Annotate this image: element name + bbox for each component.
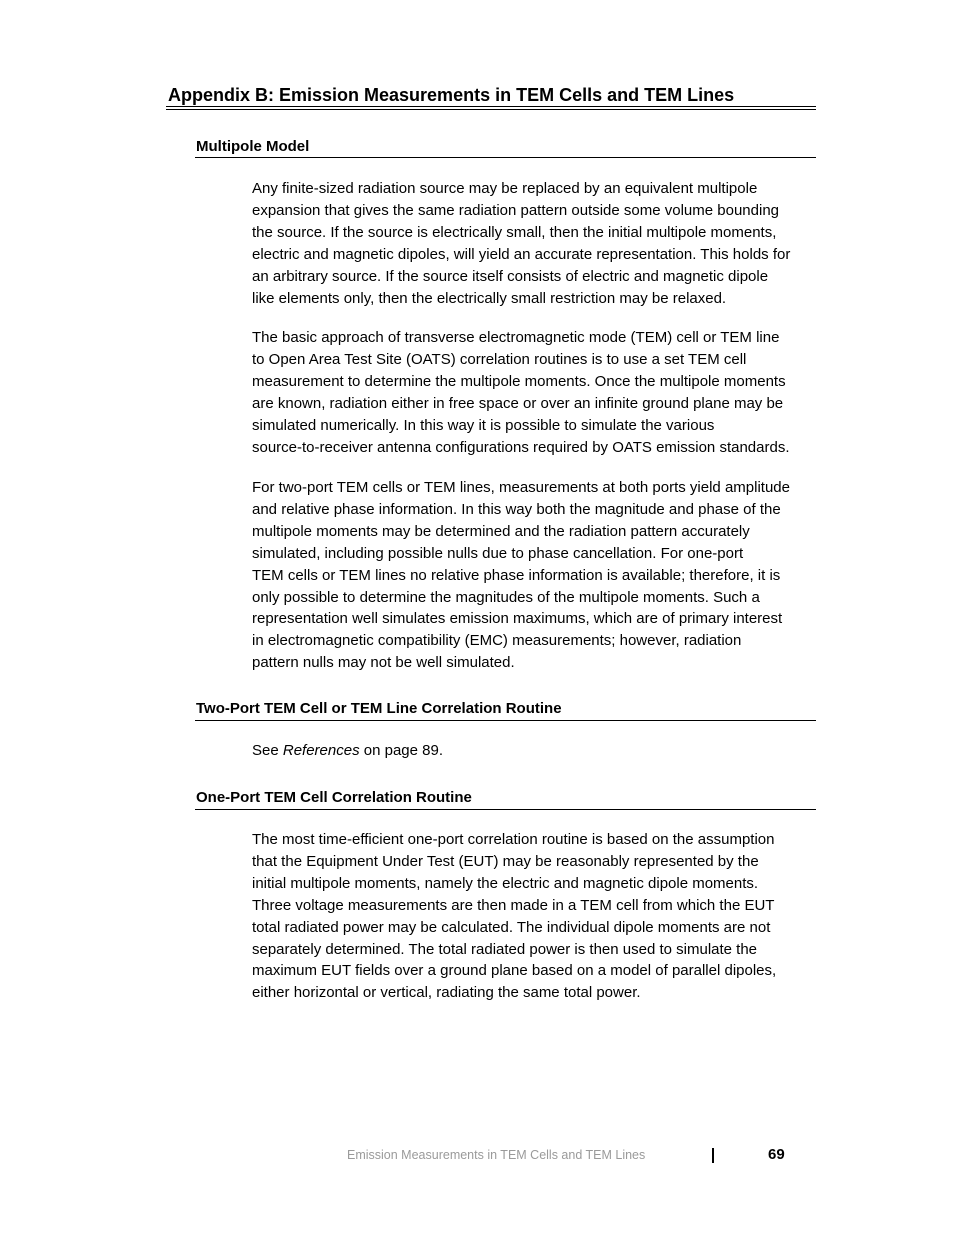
text-line: The basic approach of transverse electromagnetic mode (TEM) cell or TEM line	[252, 329, 780, 346]
text-line: to Open Area Test Site (OATS) correlation routines is to use a set TEM cell	[252, 350, 747, 368]
text-line: are known, radiation either in free space or over an infinite ground plane may be	[252, 394, 784, 412]
section-rule	[195, 809, 816, 810]
text-line: that the Equipment Under Test (EUT) may be reasonably represented by the	[252, 852, 759, 870]
text-line: maximum EUT fields over a ground plane based on a model of parallel dipoles,	[252, 962, 777, 980]
text-line: in electromagnetic compatibility (EMC) measurements; however, radiation	[252, 632, 742, 650]
footer-running-title: Emission Measurements in TEM Cells and TEM Lines	[347, 1148, 646, 1162]
text-line: simulated, including possible nulls due to phase cancellation. For one-port	[252, 544, 744, 562]
text-line: measurement to determine the multipole moments. Once the multipole moments	[252, 372, 786, 390]
reference-prefix: See	[252, 742, 283, 759]
page-title: Appendix B: Emission Measurements in TEM Cells and TEM Lines	[168, 85, 735, 105]
reference-suffix: on page 89.	[359, 742, 443, 759]
text-line: pattern nulls may not be well simulated.	[252, 654, 515, 672]
text-line: source-to-receiver antenna configurations required by OATS emission standards.	[252, 438, 790, 456]
reference-line	[252, 740, 818, 762]
text-line: TEM cells or TEM lines no relative phase information is available; therefore, it is	[252, 566, 781, 584]
text-line: initial multipole moments, namely the electric and magnetic dipole moments.	[252, 874, 759, 892]
paragraph-one-port	[252, 829, 818, 1004]
text-line: like elements only, then the electrically small restriction may be relaxed.	[252, 289, 727, 307]
page-number: 69	[768, 1146, 785, 1163]
paragraph-two-port	[252, 477, 818, 674]
text-line: simulated numerically. In this way it is possible to simulate the various	[252, 416, 715, 434]
section-heading-multipole-model: Multipole Model	[196, 138, 310, 155]
footer-divider-bar	[712, 1148, 714, 1163]
paragraph-multipole-intro	[252, 178, 818, 309]
text-line: Three voltage measurements are then made in a TEM cell from which the EUT	[252, 896, 775, 914]
text-line: separately determined. The total radiated power is then used to simulate the	[252, 940, 758, 958]
text-line: total radiated power may be calculated. The individual dipole moments are not	[252, 918, 771, 936]
text-line: For two-port TEM cells or TEM lines, measurements at both ports yield amplitude	[252, 479, 790, 496]
section-rule	[195, 157, 816, 158]
text-line: an arbitrary source. If the source itself consists of electric and magnetic dipole	[252, 267, 769, 285]
text-line: expansion that gives the same radiation pattern outside some volume bounding	[252, 201, 779, 219]
text-line: The most time-efficient one-port correlation routine is based on the assumption	[252, 831, 775, 848]
title-double-rule	[166, 106, 816, 110]
text-line: either horizontal or vertical, radiating the same total power.	[252, 984, 641, 1002]
section-rule	[195, 720, 816, 721]
text-line: the source. If the source is electrically small, then the initial multipole moments,	[252, 223, 777, 241]
paragraph-reference	[252, 740, 818, 762]
text-line: representation well simulates emission maximums, which are of primary interest	[252, 610, 783, 628]
text-line: and relative phase information. In this way both the magnitude and phase of the	[252, 500, 781, 518]
text-line: Any finite-sized radiation source may be replaced by an equivalent multipole	[252, 180, 758, 197]
section-heading-two-port-routine: Two-Port TEM Cell or TEM Line Correlation Routine	[196, 700, 562, 717]
references-link-text: References	[282, 742, 360, 759]
text-line: multipole moments may be determined and the radiation pattern accurately	[252, 522, 750, 540]
section-heading-one-port-routine: One-Port TEM Cell Correlation Routine	[196, 789, 472, 806]
text-line: electric and magnetic dipoles, will yield an accurate representation. This holds for	[252, 245, 791, 263]
paragraph-basic-approach	[252, 327, 818, 458]
text-line: only possible to determine the magnitudes of the multipole moments. Such a	[252, 588, 760, 606]
